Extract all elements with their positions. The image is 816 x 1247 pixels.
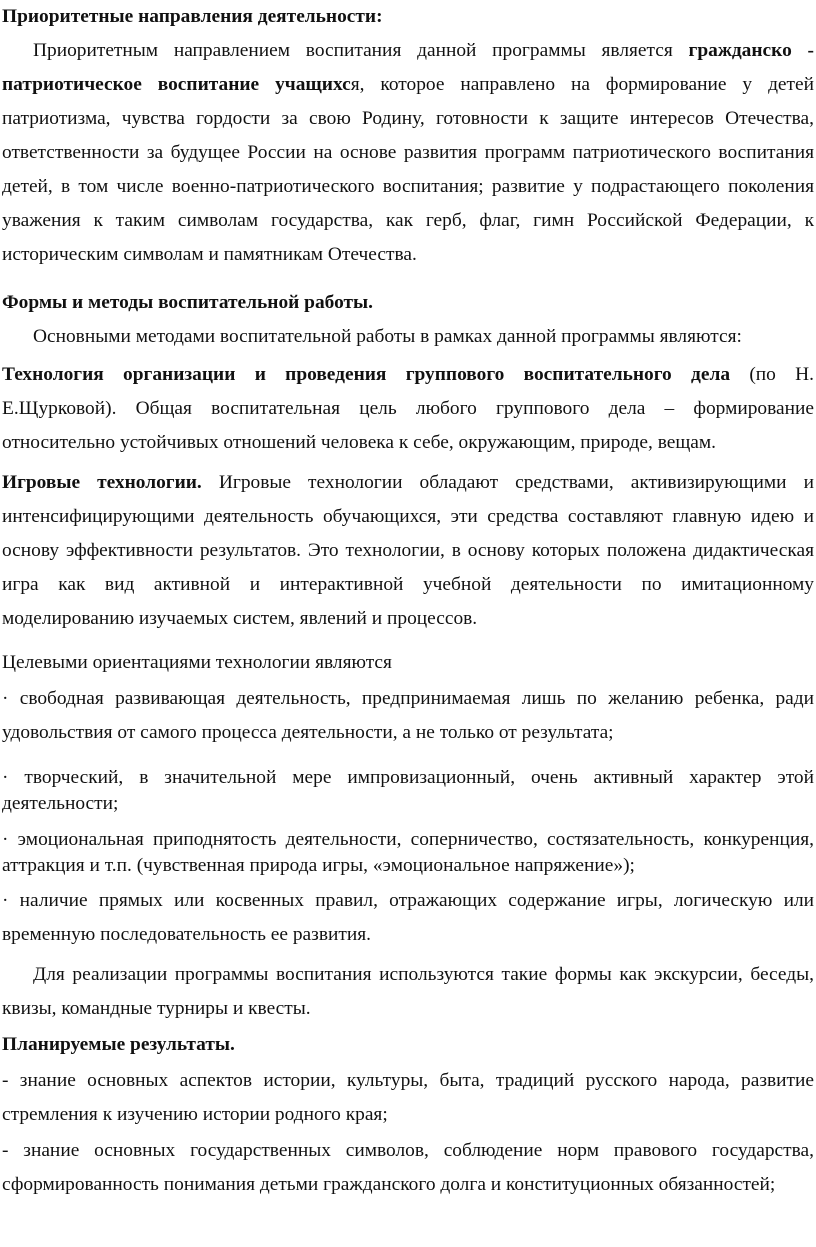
heading-text: Планируемые результаты. <box>2 1034 235 1055</box>
section-heading-results <box>2 1028 814 1062</box>
bullet-item: · наличие прямых или косвенных правил, отражающих содержание игры, логическую или временную последовательность ее развития. <box>2 890 814 945</box>
bullet-item: · свободная развивающая деятельность, предпринимаемая лишь по желанию ребенка, ради удовольствия от самого процесса деятельности, а не только от результата; <box>2 688 814 743</box>
heading-text: Приоритетные направления деятельности: <box>2 6 383 27</box>
tech-games-text: Игровые технологии обладают средствами, активизирующими и интенсифицирующими деятельность обучающихся, эти средства составляют главную идею и основу эффективности результатов. Это технологии, в основу которых положена дидактическая игра как вид активной и интерактивной учебной деятельности по имитационному моделированию изучаемых систем, явлений и процессов. <box>2 472 814 629</box>
tech-group-work-text: (по Н. Е.Щурковой). Общая воспитательная цель любого группового дела – формирование относительно устойчивых отношений человека к себе, окружающим, природе, вещам. <box>2 364 815 453</box>
bullet-item: · творческий, в значительной мере импровизационный, очень активный характер этой деятельности; <box>2 767 814 814</box>
targets-intro: Целевыми ориентациями технологии являются <box>2 652 392 673</box>
tech-games-paragraph <box>2 466 814 636</box>
result-item: - знание основных аспектов истории, культуры, быта, традиций русского народа, развитие стремления к изучению истории родного края; <box>2 1070 814 1125</box>
tech-group-work-title: Технология организации и проведения группового воспитательного дела <box>2 364 731 385</box>
heading-text: Формы и методы воспитательной работы. <box>2 292 374 313</box>
bullet-item: · эмоциональная приподнятость деятельности, соперничество, состязательность, конкуренция, аттракция и т.п. (чувственная природа игры, «эмоциональное напряжение»); <box>2 829 814 876</box>
priorities-bold: гражданско - патриотическое воспитание учащихс <box>2 40 814 95</box>
forms-paragraph: Для реализации программы воспитания используются такие формы как экскурсии, беседы, квизы, командные турниры и квесты. <box>2 964 814 1019</box>
section-heading-priorities <box>2 0 814 34</box>
result-item: - знание основных государственных символов, соблюдение норм правового государства, сформированность понимания детьми гражданского долга и конституционных обязанностей; <box>2 1140 814 1195</box>
tech-group-work-paragraph <box>2 358 814 460</box>
priorities-paragraph <box>2 34 814 272</box>
section-heading-methods <box>2 286 814 320</box>
priorities-lead: Приоритетным направлением воспитания данной программы является <box>33 40 689 61</box>
tech-games-title: Игровые технологии. <box>2 472 202 493</box>
methods-intro: Основными методами воспитательной работы в рамках данной программы являются: <box>33 326 742 347</box>
priorities-rest: я, которое направлено на формирование у детей патриотизма, чувства гордости за свою Родину, готовности к защите интересов Отечества, ответственности за будущее России на основе развития программ патриотического воспитания детей, в том числе военно-патриотического воспитания; развитие у подрастающего поколения уважения к таким символам государства, как герб, флаг, гимн Российской Федерации, к историческим символам и памятникам Отечества. <box>2 74 814 265</box>
